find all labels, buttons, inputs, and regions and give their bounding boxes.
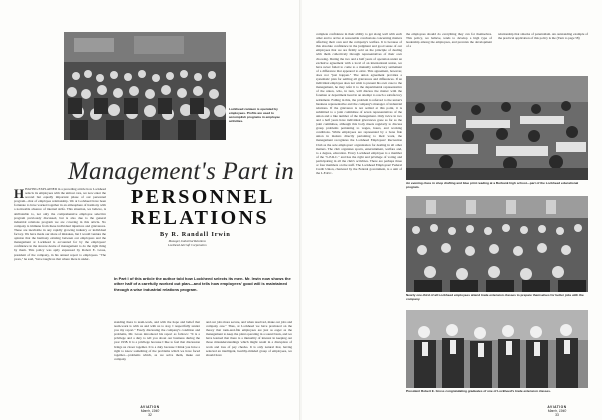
left-column-3-text: and our jobs more secure, and when resolved, make our jobs and company one." Thus, at Lockheed we have promoted on the theory that rank-and-file employees are just as eager as the management to keep the plant operating in a sound basis, and we have learned that there is a mutuality of interest in keeping out those misunderstandings which might result in a disruption of work and loss of pay checks. It is only natural that, having selected an intelligent, healthy-minded group of employees, we should have <box>206 320 292 357</box>
left-page <box>0 0 300 420</box>
article-title-line1: PERSONNEL <box>131 186 275 208</box>
canteen-photo <box>64 32 226 140</box>
graduation-photo <box>406 310 588 388</box>
left-footer-publication: AVIATION <box>140 405 160 409</box>
left-footer-page-number: 32 <box>148 413 152 417</box>
byline-affiliation <box>168 240 207 247</box>
right-footer <box>530 405 584 417</box>
right-column-1-text: complete confidence in their ability to get along well with each other and to arrive at reasonable conclusions concerning matters affecting their own and the company's welfare. It is because of this absolute confidence in the judgment and good sense of our employees that we are firmly sold on the principle of dealing with them collectively through representatives of their own choosing. During the two and a half years of operation under an exclusive agreement with a local of an international union, we have never failed to come to a mutually satisfactory settlement of a difference that appeared to exist. This agreement, however, does not "just happen." The union agreement provides a systematic plan for settling all grievances and differences. If an individual employee does not wish to present his own case to the management, he may refer it to the departmental representative of the union, who, in turn, will discuss the matter with the foreman or department head in an attempt to reach a satisfactory settlement. Failing in this, the problem is referred to the union's business representative and the company's manager of industrial relations. If the grievance is not settled at this point, it is submitted to a joint committee of seven representatives of the union and a like number of the management. Only twice in two and a half years have individual grievances gone as far as the joint committee, although this body meets regularly to discuss group problems pertaining to wages, hours, and working conditions. While employees are represented by a bona fide union in matters directly pertaining to their work, the management recognizes the Lockheed Employees' Recreation Club as the sole employees' organization for dealing in all other matters. The club organizes sports, entertainment, welfare and, to a degree, education. Every Lockheed employee is a member of the "L.E.R.C." and has the right and privilege of voting and participating in all the club's activities. There are perhaps three or four members on the staff. The Lockheed Employees' Federal Credit Union, chartered by the Federal government, is a unit of the L.E.R.C. <box>316 32 402 176</box>
drafting-class-photo <box>406 76 588 180</box>
right-column-3 <box>498 32 588 68</box>
right-footer-date: March, 1940 <box>547 409 567 413</box>
graduation-caption: President Robert E. Gross congratulating graduates of one of Lockheed's trade extension classes. <box>406 390 551 393</box>
byline-title: Manager, Industrial Relations <box>168 239 206 243</box>
training-class-caption: Nearly one-third of all Lockheed employees attend trade extension classes to prepare themselves for better jobs with the company. <box>406 294 584 301</box>
article-title <box>131 187 275 229</box>
left-footer <box>125 405 175 417</box>
canteen-caption: Lockheed canteen is operated by employees. Profits are used to accomplish programs in employee activities. <box>229 108 280 123</box>
left-column-1 <box>14 187 106 399</box>
article-intro: In Part I of this article the author told how Lockheed selects its men. Mr. Irwin now shows the other half of a carefully worked out plan—and tells how employees' good will is maintained through a wise industrial relations program. <box>114 276 291 292</box>
right-page <box>302 0 602 420</box>
training-class-photo <box>406 196 588 292</box>
byline-company: Lockheed Aircraft Corporation <box>168 242 207 247</box>
right-column-2-text: the employees should do everything they can for themselves. This policy, we believe, tends to develop a high type of leadership among the employees, and prevents the development of a <box>406 32 492 49</box>
right-column-3-text: relationship that smacks of paternalism. An outstanding example of the practical application of this policy is the (Turn to page 58) <box>498 32 588 41</box>
byline: By R. Randall Irwin <box>160 231 231 238</box>
right-footer-page-number: 33 <box>555 413 559 417</box>
right-column-2 <box>406 32 492 68</box>
right-footer-publication: AVIATION <box>547 405 567 409</box>
drafting-class-caption: An evening class in shop drafting and blue print reading at a Burbank high school—part of the Lockheed educational program. <box>406 182 579 189</box>
left-column-1-text: HAVING EXPLAINED in a preceding article how Lockheed selects its employees with the utmost care, we now enter the second but equally important phase of our personnel program—that of employee relationship. We at Lockheed have been fortunate to have worked together in an atmosphere of harmony with a noticeable absence of internal strife. This situation, we believe, is attributable to, not only the comprehensive employee selective program previously discussed, but is also due to the general industrial relations program we are covering in this article. No company is immune from these individual injustices and grievances. These are inevitable in any rapidly growing industry or individual factory. We have made our share of mistakes, but I would venture the opinion that the harmony existing between our employees and the management at Lockheed is accounted for by the employees' confidence in the sincere desire of management to do the right thing by them. This policy was aptly expressed by Robert E. Gross, president of the company, in his annual report to employees. "The years," he said, "have taught us that where there is under- <box>14 187 106 261</box>
left-column-2 <box>114 320 200 400</box>
drop-cap: H <box>14 187 25 201</box>
article-title-line2: RELATIONS <box>131 207 269 229</box>
right-column-1 <box>316 32 402 400</box>
left-column-3 <box>206 320 292 400</box>
left-column-2-text: standing there is team-work, and with the hope and belief that team-work is with us and with us to stay, I respectfully render you my report." Freely discussing the company's condition and problems, Mr. Gross introduced his report as follows: "It is a privilege and a duty to tell you about our business during the year 1938. It is a privilege because I like to feel that discussion brings us closer together. It is a duty because I think you have a right to know something of the problems which we have faced together—problems which, as we solve them, make our company <box>114 320 200 361</box>
left-footer-date: March, 1940 <box>140 409 160 413</box>
article-title-script: Management's Part in <box>68 158 294 185</box>
